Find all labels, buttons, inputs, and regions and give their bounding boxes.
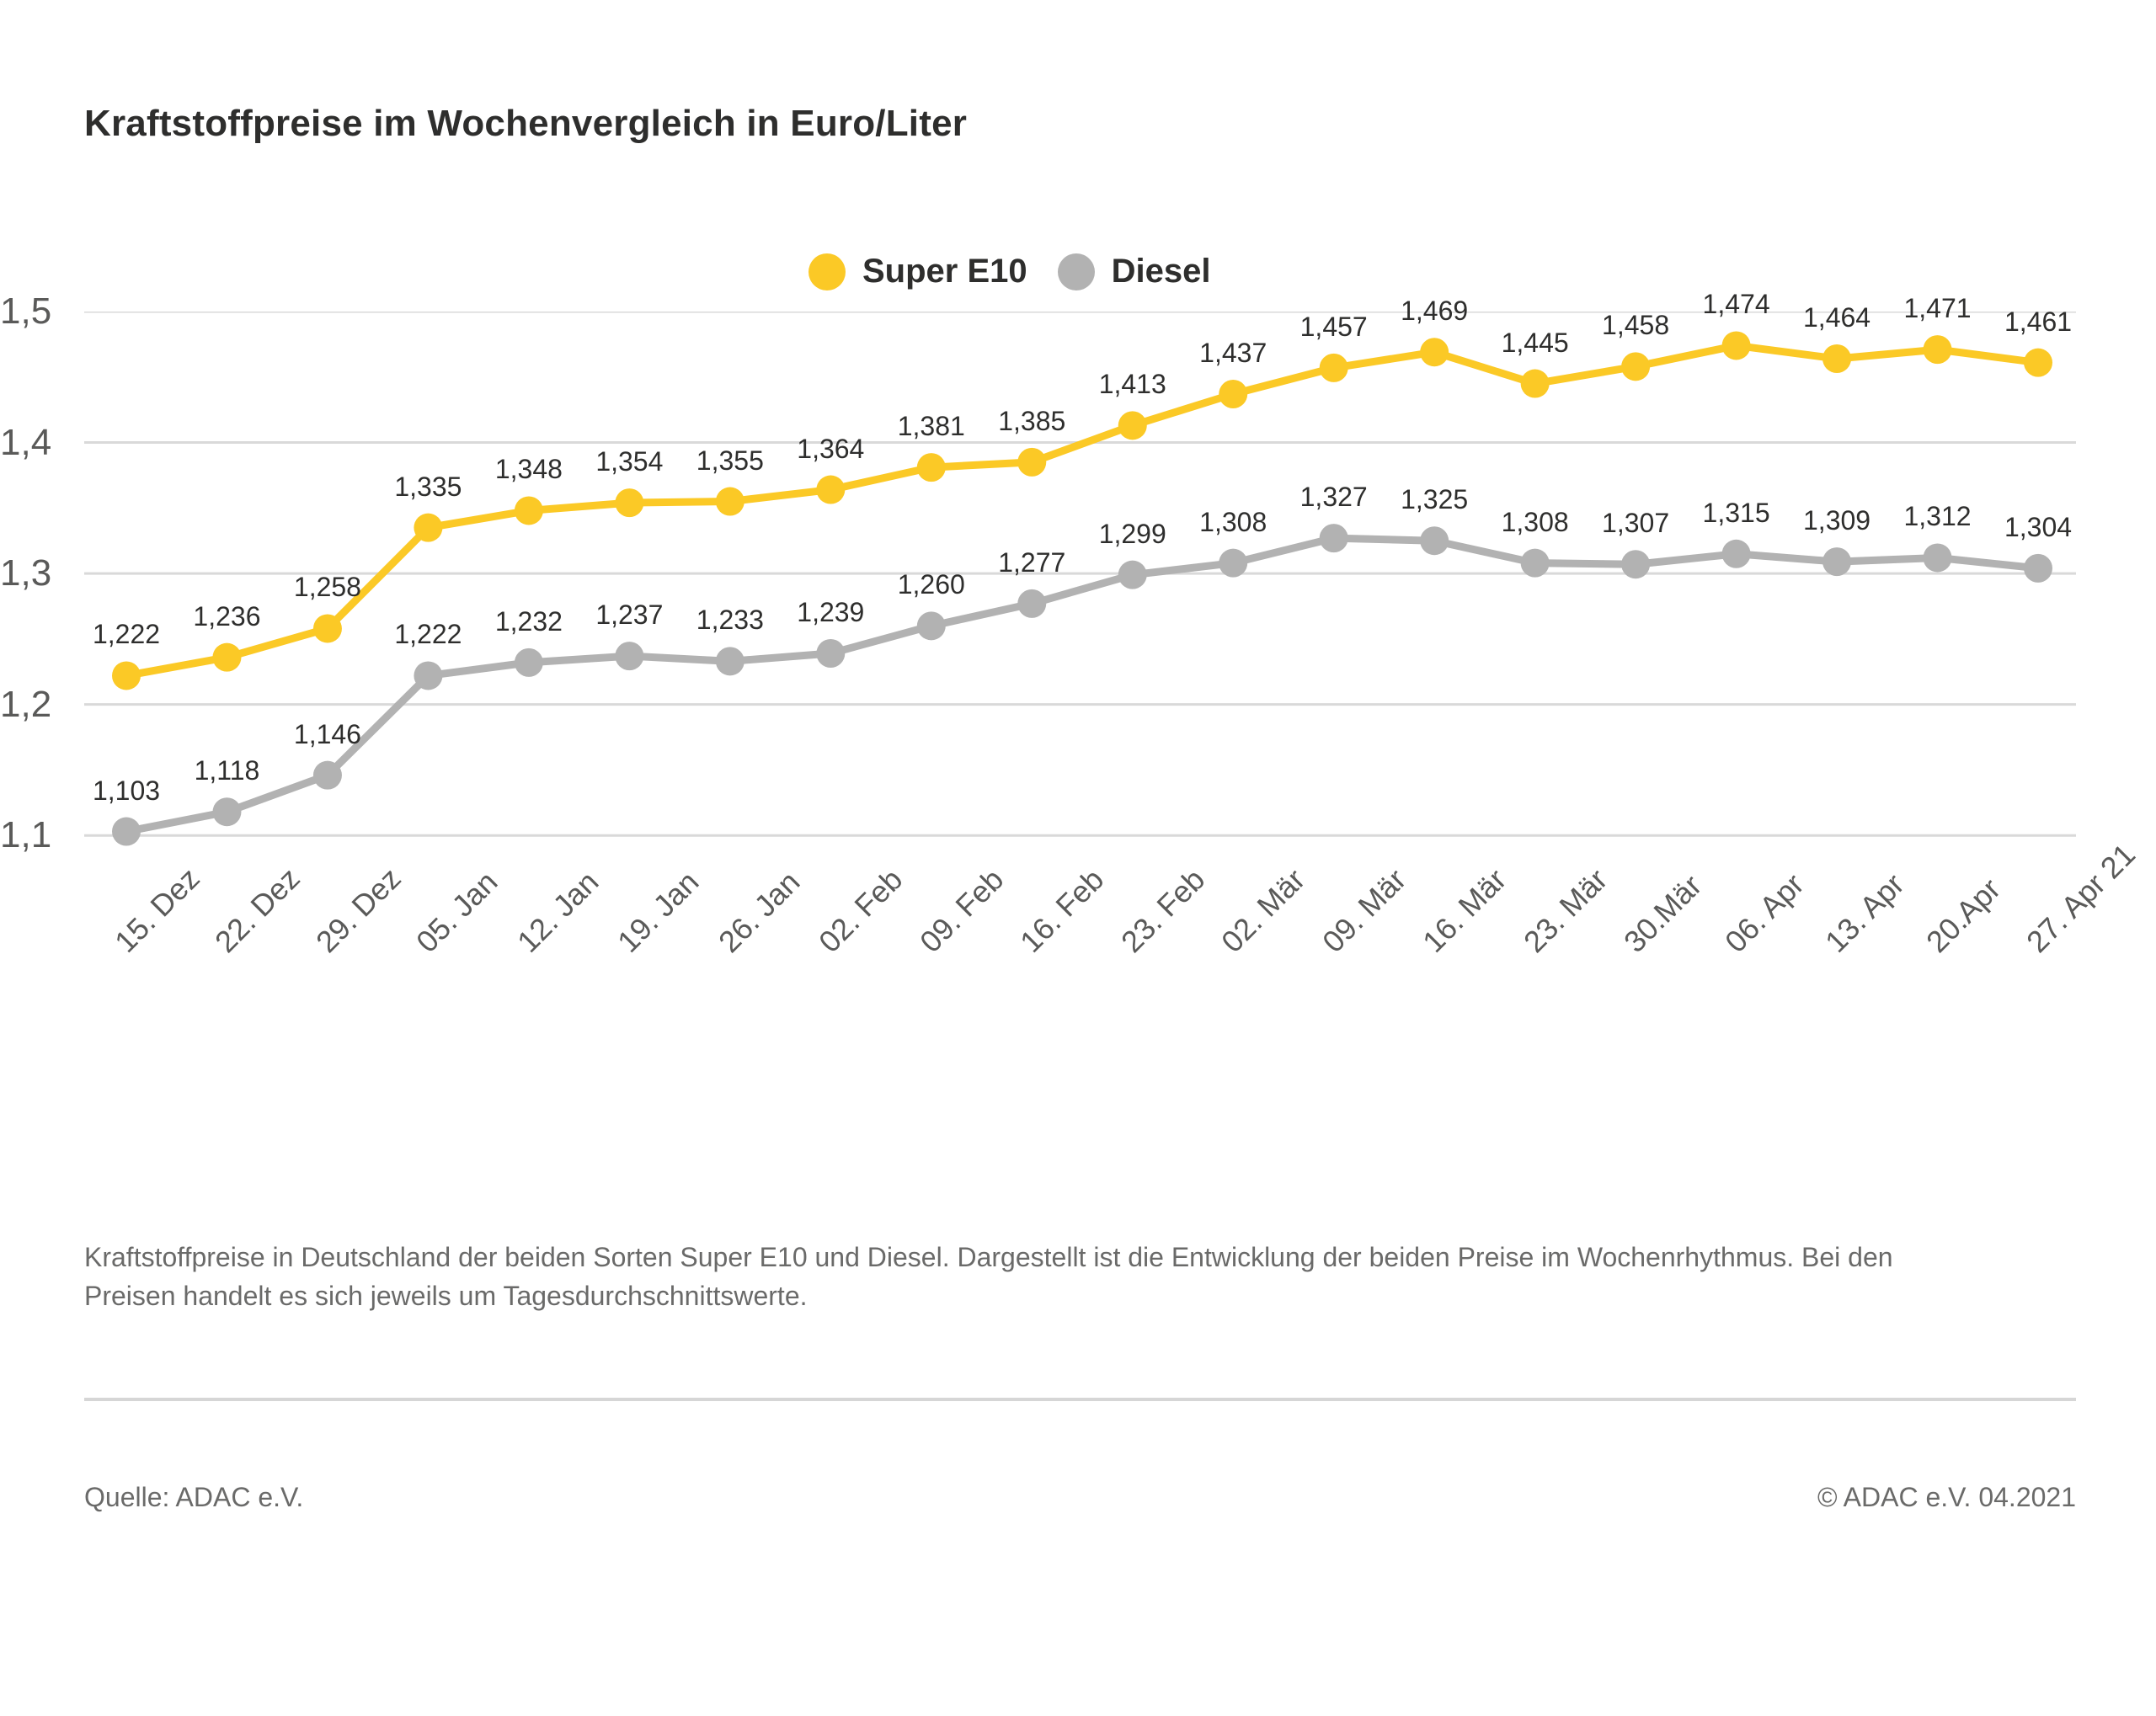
data-label: 1,232 bbox=[494, 605, 563, 637]
data-point bbox=[212, 643, 241, 672]
data-point bbox=[112, 818, 141, 846]
data-point bbox=[1822, 547, 1851, 576]
data-label: 1,222 bbox=[394, 619, 462, 650]
data-point bbox=[414, 514, 442, 542]
data-point bbox=[1621, 550, 1650, 578]
legend-dot-diesel bbox=[1058, 253, 1095, 290]
data-label: 1,299 bbox=[1098, 518, 1166, 549]
data-point bbox=[1420, 338, 1449, 366]
data-point bbox=[112, 661, 141, 690]
y-tick-label: 1,4 bbox=[0, 421, 52, 463]
data-label: 1,239 bbox=[797, 597, 865, 627]
data-label: 1,445 bbox=[1501, 327, 1569, 358]
line-chart-svg bbox=[84, 312, 2076, 901]
x-tick-label: 12. Jan bbox=[510, 864, 606, 959]
data-label: 1,236 bbox=[193, 600, 261, 632]
data-label: 1,413 bbox=[1098, 369, 1166, 400]
data-point bbox=[1320, 524, 1348, 552]
y-tick-label: 1,2 bbox=[0, 683, 52, 725]
data-label: 1,308 bbox=[1501, 506, 1569, 537]
data-point bbox=[1521, 549, 1550, 578]
x-tick-label: 30.Mär bbox=[1617, 867, 1709, 959]
x-tick-label: 02. Mär bbox=[1214, 861, 1312, 959]
x-tick-label: 19. Jan bbox=[611, 864, 706, 959]
data-label: 1,335 bbox=[394, 471, 462, 502]
data-point bbox=[1219, 549, 1247, 578]
data-label: 1,309 bbox=[1803, 505, 1871, 536]
x-axis-labels bbox=[0, 836, 2156, 1154]
data-label: 1,327 bbox=[1299, 482, 1368, 513]
data-label: 1,312 bbox=[1903, 501, 1972, 532]
legend-dot-super-e10 bbox=[808, 253, 846, 290]
data-point bbox=[1219, 380, 1247, 408]
data-point bbox=[1722, 331, 1751, 360]
x-tick-label: 05. Jan bbox=[409, 864, 504, 959]
data-point bbox=[1722, 540, 1751, 568]
chart-plot-area bbox=[84, 312, 2076, 901]
data-point bbox=[313, 761, 342, 790]
data-label: 1,348 bbox=[494, 454, 563, 485]
series-line-diesel bbox=[126, 538, 2038, 831]
data-label: 1,237 bbox=[595, 600, 664, 631]
data-label: 1,277 bbox=[998, 546, 1066, 578]
data-label: 1,355 bbox=[696, 445, 764, 476]
data-label: 1,457 bbox=[1299, 311, 1368, 342]
data-label: 1,385 bbox=[998, 405, 1066, 436]
data-label: 1,308 bbox=[1199, 506, 1267, 537]
legend-label-diesel: Diesel bbox=[1111, 253, 1211, 290]
x-tick-label: 16. Mär bbox=[1416, 861, 1513, 959]
data-point bbox=[1017, 448, 1046, 477]
x-tick-label: 29. Dez bbox=[308, 861, 408, 959]
data-point bbox=[917, 453, 946, 482]
x-tick-label: 09. Mär bbox=[1315, 861, 1412, 959]
data-label: 1,304 bbox=[2004, 511, 2073, 542]
data-point bbox=[816, 639, 845, 668]
chart-legend bbox=[808, 253, 1211, 290]
x-tick-label: 23. Mär bbox=[1516, 861, 1614, 959]
data-label: 1,469 bbox=[1401, 296, 1469, 327]
page-title: Kraftstoffpreise im Wochenvergleich in Euro/Liter bbox=[84, 103, 968, 144]
data-point bbox=[1017, 589, 1046, 618]
data-point bbox=[2024, 349, 2052, 377]
data-label: 1,471 bbox=[1903, 293, 1972, 324]
x-tick-label: 22. Dez bbox=[208, 861, 307, 959]
data-point bbox=[313, 614, 342, 642]
data-label: 1,437 bbox=[1199, 338, 1267, 368]
data-point bbox=[917, 611, 946, 640]
data-label: 1,258 bbox=[293, 572, 361, 603]
data-label: 1,381 bbox=[897, 411, 965, 442]
data-point bbox=[716, 647, 744, 675]
data-label: 1,146 bbox=[293, 718, 361, 749]
data-point bbox=[1521, 370, 1550, 398]
source-label: Quelle: ADAC e.V. bbox=[84, 1482, 304, 1512]
legend-item-diesel bbox=[1058, 253, 1211, 290]
x-tick-label: 16. Feb bbox=[1013, 861, 1111, 959]
data-label: 1,222 bbox=[92, 619, 161, 650]
data-point bbox=[1320, 354, 1348, 382]
data-point bbox=[1924, 543, 1952, 572]
x-tick-label: 15. Dez bbox=[108, 861, 206, 959]
data-point bbox=[414, 661, 442, 690]
data-label: 1,260 bbox=[897, 569, 965, 600]
x-tick-label: 27. Apr 21 bbox=[2020, 836, 2143, 959]
data-label: 1,474 bbox=[1702, 289, 1770, 320]
x-tick-label: 09. Feb bbox=[912, 861, 1011, 959]
data-label: 1,458 bbox=[1602, 310, 1670, 341]
x-tick-label: 26. Jan bbox=[711, 864, 807, 959]
y-tick-label: 1,3 bbox=[0, 552, 52, 594]
data-point bbox=[615, 642, 643, 670]
copyright-label: © ADAC e.V. 04.2021 bbox=[1817, 1482, 2076, 1512]
data-label: 1,118 bbox=[194, 755, 260, 786]
data-point bbox=[1924, 335, 1952, 364]
y-tick-label: 1,1 bbox=[0, 814, 52, 856]
data-label: 1,354 bbox=[595, 446, 664, 477]
data-point bbox=[1420, 526, 1449, 555]
data-point bbox=[615, 488, 643, 517]
data-point bbox=[212, 797, 241, 826]
y-tick-label: 1,5 bbox=[0, 290, 52, 332]
x-tick-label: 02. Feb bbox=[812, 861, 910, 959]
data-point bbox=[716, 488, 744, 516]
data-point bbox=[515, 648, 543, 677]
data-label: 1,103 bbox=[92, 775, 161, 806]
x-tick-label: 23. Feb bbox=[1113, 861, 1212, 959]
legend-item-super-e10 bbox=[808, 253, 1027, 290]
data-point bbox=[515, 496, 543, 525]
x-tick-label: 20.Apr bbox=[1919, 871, 2007, 959]
data-point bbox=[1118, 411, 1147, 440]
data-label: 1,233 bbox=[696, 605, 764, 636]
data-point bbox=[1118, 561, 1147, 589]
data-point bbox=[816, 476, 845, 504]
data-point bbox=[2024, 554, 2052, 583]
x-tick-label: 13. Apr bbox=[1818, 866, 1911, 959]
data-label: 1,464 bbox=[1803, 302, 1871, 333]
data-label: 1,307 bbox=[1602, 508, 1670, 539]
chart-caption: Kraftstoffpreise in Deutschland der beiden Sorten Super E10 und Diesel. Dargestellt ist die Entwicklung der beiden Preise im Wochenrhythmus. Bei den Preisen handelt es sich jeweils um Tagesdurchschnittswerte. bbox=[84, 1242, 1893, 1312]
data-label: 1,461 bbox=[2004, 306, 2073, 337]
data-point bbox=[1621, 352, 1650, 381]
footer-divider bbox=[84, 1398, 2076, 1401]
data-label: 1,315 bbox=[1702, 497, 1770, 528]
x-tick-label: 06. Apr bbox=[1717, 866, 1811, 959]
data-point bbox=[1822, 344, 1851, 373]
data-label: 1,325 bbox=[1401, 484, 1469, 515]
data-label: 1,364 bbox=[797, 433, 865, 464]
legend-label-super-e10: Super E10 bbox=[862, 253, 1027, 290]
